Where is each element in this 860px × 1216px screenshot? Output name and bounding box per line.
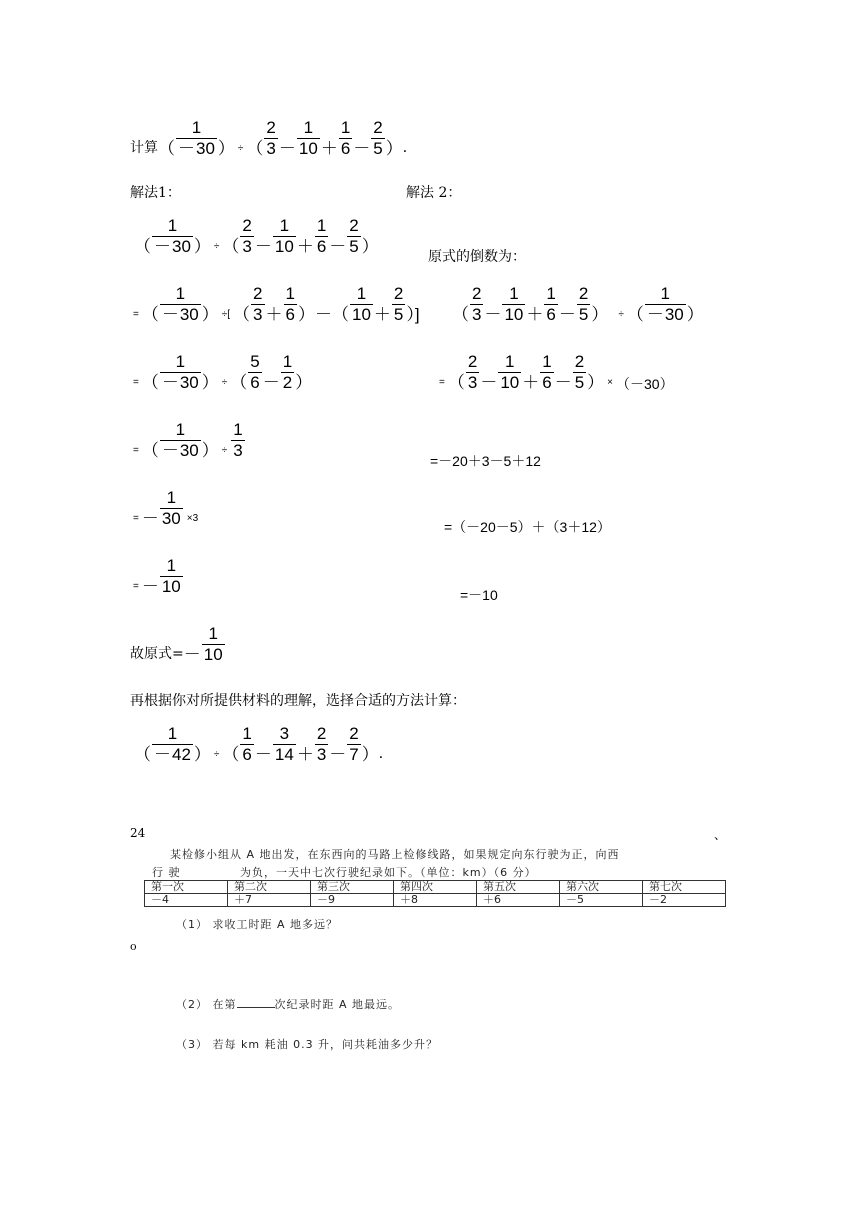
fraction: 1 －30 — [161, 352, 199, 392]
fraction: 2 5 — [578, 284, 589, 324]
table-cell: －9 — [311, 894, 394, 907]
fraction: 1 10 — [504, 284, 524, 324]
fraction: 1 2 — [282, 352, 293, 392]
fraction: 2 3 — [266, 118, 276, 158]
answer-blank[interactable] — [237, 998, 275, 1008]
fraction: $\frac{1}{30}$ — [161, 488, 181, 528]
drive-record-table — [144, 880, 726, 907]
fraction: 1 6 — [546, 284, 556, 324]
method2-step4: =（－20－5）＋（3＋12） — [444, 519, 611, 535]
method2-step3: =－20＋3－5＋12 — [430, 453, 541, 469]
table-cell: ＋6 — [477, 894, 560, 907]
fraction: $\frac{1}{3}$ — [233, 420, 243, 460]
question-image — [130, 826, 730, 1051]
sub-question-1: （1） 求收工时距 A 地多远？ — [176, 918, 339, 931]
table-header-row — [145, 881, 726, 894]
method1-result: 故原式= － 1 10 — [130, 624, 223, 664]
fraction: 1 －42 — [154, 724, 191, 764]
table-cell: ＋8 — [394, 894, 477, 907]
method2-intro: 原式的倒数为： — [428, 249, 526, 265]
method1-step: = － $\frac{1}{30}$ ×3 — [133, 488, 199, 528]
table-cell: 第一次 — [145, 881, 228, 894]
question-text-line2b: 为负，一天中七次行驶纪录如下。（单位：km）（6 分） — [240, 866, 537, 879]
method2-step5: =－10 — [460, 587, 498, 603]
method1-title: 解法1： — [130, 185, 181, 201]
question-number: 24 — [130, 826, 146, 840]
table-cell: ＋7 — [228, 894, 311, 907]
fraction: 1 －30 — [154, 216, 191, 256]
result-prefix: 故原式= — [130, 646, 184, 662]
fraction: 2 3 — [242, 216, 252, 256]
table-cell: 第四次 — [394, 881, 477, 894]
fraction: 1 10 — [203, 624, 223, 664]
side-mark: o — [130, 940, 137, 953]
table-cell: －2 — [643, 894, 726, 907]
table-cell: 第五次 — [477, 881, 560, 894]
table-cell: 第六次 — [560, 881, 643, 894]
fraction: 3 14 — [274, 724, 294, 764]
fraction: 2 5 — [349, 216, 359, 256]
fraction: 1 6 — [316, 216, 327, 256]
sub-question-2: （2） 在第 次纪录时距 A 地最远。 — [176, 998, 401, 1011]
fraction: 2 3 — [253, 284, 263, 324]
fraction: 2 7 — [349, 724, 359, 764]
method2-step: （ 2 3 － 1 10 ＋ 1 6 － 2 5 ） ÷ （ 1 －30 ） — [452, 284, 704, 324]
fraction: 5 6 — [250, 352, 260, 392]
method1-step: = （ 1 －30 ） ÷ $\frac{1}{3}$ — [133, 420, 243, 460]
fraction: 1 －30 — [646, 284, 684, 324]
fraction: 2 5 — [373, 118, 383, 158]
table-row — [145, 894, 726, 907]
fraction: 1 －30 — [161, 420, 199, 460]
table-cell: 第三次 — [311, 881, 394, 894]
fraction: 2 5 — [574, 352, 585, 392]
exercise-line: （ 1 －42 ） ÷ （ 1 6 － 3 14 ＋ 2 3 － 2 7 ） ． — [134, 724, 393, 764]
method1-step: = － 1 10 — [133, 556, 181, 596]
fraction: 2 5 — [393, 284, 404, 324]
fraction: 1 6 — [542, 352, 552, 392]
fraction: 1 6 — [285, 284, 295, 324]
fraction: 1 10 — [351, 284, 371, 324]
corner-mark: 、 — [714, 828, 727, 842]
table-cell: 第七次 — [643, 881, 726, 894]
fraction: 2 3 — [467, 352, 478, 392]
method2-title: 解法 2： — [406, 185, 462, 201]
table-cell: 第二次 — [228, 881, 311, 894]
problem-prefix: 计算 — [130, 140, 158, 156]
sub-question-3: （3） 若每 km 耗油 0.3 升，问共耗油多少升？ — [176, 1038, 439, 1051]
fraction: 1 10 — [161, 556, 181, 596]
method1-step: = （ 1 －30 ） ÷ （ 5 6 － 1 2 ） — [133, 352, 313, 392]
fraction: 1 6 — [242, 724, 252, 764]
fraction: 2 3 — [316, 724, 327, 764]
fraction: 1 10 — [274, 216, 294, 256]
fraction: 1 －30 — [161, 284, 199, 324]
fraction: 1 10 — [298, 118, 318, 158]
problem-line: 计算 （ 1 －30 ） ÷ （ 2 3 － 1 10 ＋ 1 6 － 2 5 ） ． — [130, 118, 417, 158]
fraction: 2 3 — [472, 284, 482, 324]
table-cell: －5 — [560, 894, 643, 907]
method1-step: （ 1 －30 ） ÷ （ 2 3 － 1 10 ＋ 1 6 － 2 5 ） — [134, 216, 379, 256]
method2-step: = （ 2 3 － 1 10 ＋ 1 6 － 2 5 ） × （－30） — [439, 352, 674, 392]
fraction: 1 10 — [500, 352, 520, 392]
table-cell: －4 — [145, 894, 228, 907]
fraction: 1 6 — [340, 118, 351, 158]
question-text-line1: 某检修小组从 A 地出发，在东西向的马路上检修线路，如果规定向东行驶为正，向西 — [170, 848, 620, 861]
method1-step: = （ 1 －30 ） ÷[ （ 2 3 ＋ 1 6 ）－（ 1 10 ＋ 2 5 ）] — [133, 284, 420, 324]
instruction-text: 再根据你对所提供材料的理解，选择合适的方法计算： — [130, 693, 466, 709]
question-text-line2a: 行 驶 — [152, 866, 181, 879]
fraction: 1 －30 — [178, 118, 215, 158]
